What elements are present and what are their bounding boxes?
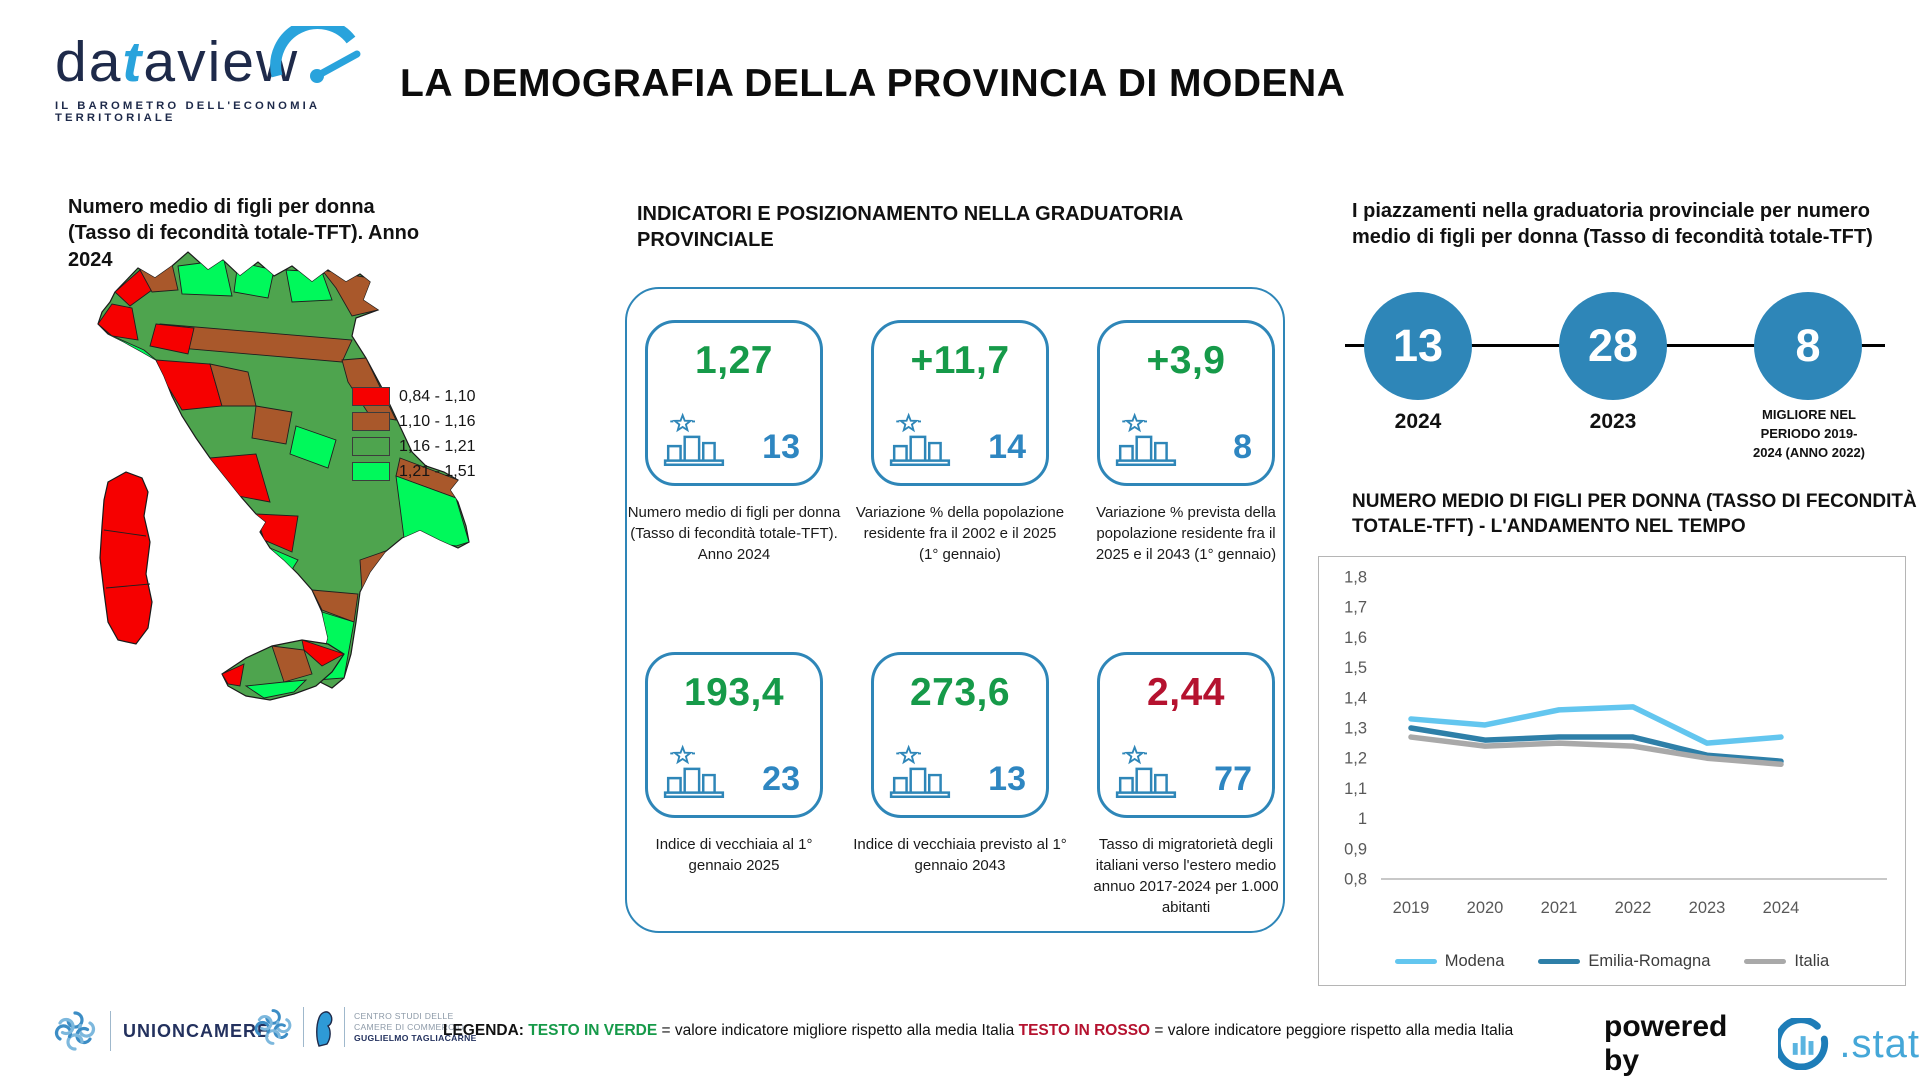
legend-line-swatch [1744,959,1786,964]
podium-star-icon [662,411,728,471]
svg-text:0,8: 0,8 [1344,870,1367,889]
indicator-card [1097,320,1275,486]
podium-star-icon [888,743,954,803]
svg-text:1: 1 [1357,810,1367,829]
svg-text:1,7: 1,7 [1344,598,1367,617]
indicator-rank: 77 [1214,760,1252,798]
indicator-value: +11,7 [910,339,1010,382]
indicator-card [871,652,1049,818]
powered-by [1604,1010,1920,1078]
tagliacarne-mark-icon [313,1006,335,1048]
legend-label: 1,21 - 1,51 [399,462,476,480]
legend-item-modena [1395,952,1505,971]
rank-label: 2024 [1394,410,1442,433]
indicator-card [645,652,823,818]
indicator-caption: Variazione % della popolazione residente fra il 2002 e il 2025 (1° gennaio) [855,504,1065,563]
legend-swatch-brown [352,412,390,431]
unioncamere-logo [52,1008,270,1054]
map-section-title: Numero medio di figli per donna (Tasso di fecondità totale-TFT). Anno 2024 [68,196,420,271]
map-legend-row [352,462,476,481]
legend-red-desc: = valore indicatore peggiore rispetto alla media Italia [1154,1022,1514,1039]
rank-label: MIGLIORE NEL PERIODO 2019-2024 (ANNO 2022) [1753,407,1865,460]
svg-text:1,1: 1,1 [1344,779,1367,798]
legend-prefix: LEGENDA: [443,1022,524,1039]
unioncamere-knot-icon [52,1008,98,1054]
trend-chart [1318,556,1906,986]
legend-item-emilia-romagna [1538,952,1710,971]
legend-label: 0,84 - 1,10 [399,387,476,405]
svg-text:1,2: 1,2 [1344,749,1367,768]
map-legend-row [352,387,476,406]
rank-label: 2023 [1589,410,1637,433]
tagliacarne-knot-icon [252,1006,294,1048]
legend-green-desc: = valore indicatore migliore rispetto alla media Italia [661,1022,1015,1039]
color-legend-text [443,1022,1513,1040]
legend-label: 1,16 - 1,21 [399,437,476,455]
indicator-rank: 23 [762,760,800,798]
svg-text:2019: 2019 [1392,899,1430,917]
indicator-value: 193,4 [683,671,785,714]
indicators-section-title: INDICATORI E POSIZIONAMENTO NELLA GRADUATORIA PROVINCIALE [637,203,1183,252]
indicator-rank: 13 [988,760,1026,798]
page-title: LA DEMOGRAFIA DELLA PROVINCIA DI MODENA [400,62,1346,105]
legend-series-label: Italia [1794,952,1830,970]
rank-circle-2023 [1559,292,1667,400]
stat-logo-label: .stat [1839,1021,1920,1066]
svg-text:1,5: 1,5 [1344,659,1367,678]
svg-text:0,9: 0,9 [1344,840,1367,859]
svg-text:2022: 2022 [1614,899,1652,917]
legend-series-label: Modena [1444,952,1505,970]
podium-star-icon [1114,743,1180,803]
legend-line-swatch [1538,959,1580,964]
indicator-card [871,320,1049,486]
rank-circle-2024 [1364,292,1472,400]
indicator-value: +3,9 [1146,339,1226,382]
legend-green-term: TESTO IN VERDE [528,1022,658,1039]
stat-logo-icon [1778,1018,1829,1070]
tagliacarne-line: CENTRO STUDI DELLE [354,1011,454,1021]
svg-text:2023: 2023 [1688,899,1726,917]
svg-text:1,8: 1,8 [1344,568,1367,587]
legend-label: 1,10 - 1,16 [399,412,476,430]
rank-value: 28 [1587,320,1639,371]
divider [303,1007,304,1047]
svg-text:1,4: 1,4 [1344,689,1367,708]
map-legend-row [352,437,476,456]
legend-swatch-green [352,437,390,456]
divider [110,1011,111,1051]
indicator-caption: Numero medio di figli per donna (Tasso di fecondità totale-TFT). Anno 2024 [627,504,841,563]
legend-item-italia [1744,952,1829,971]
gauge-icon [267,26,367,84]
unioncamere-label: UNIONCAMERE [123,1020,271,1041]
divider [344,1007,345,1047]
podium-star-icon [888,411,954,471]
map-legend [352,387,476,481]
legend-red-term: TESTO IN ROSSO [1018,1022,1151,1039]
indicator-card [645,320,823,486]
logo-tagline: IL BAROMETRO DELL'ECONOMIA TERRITORIALE [55,100,320,124]
trend-chart-plot [1319,561,1905,943]
indicator-caption: Variazione % prevista della popolazione residente fra il 2025 e il 2043 (1° gennaio) [1095,504,1277,563]
powered-by-label: powered by [1604,1010,1728,1077]
legend-line-swatch [1395,959,1437,964]
svg-text:2024: 2024 [1762,899,1800,917]
trend-chart-legend [1319,952,1905,971]
trend-section-title: NUMERO MEDIO DI FIGLI PER DONNA (TASSO DI FECONDITÀ TOTALE-TFT) - L'ANDAMENTO NEL TEMPO [1352,491,1917,538]
tagliacarne-line: CAMERE DI COMMERCIO [354,1022,465,1032]
indicator-value: 2,44 [1147,671,1225,714]
svg-text:2020: 2020 [1466,899,1504,917]
indicator-value: 273,6 [909,671,1011,714]
podium-star-icon [1114,411,1180,471]
indicator-caption: Indice di vecchiaia previsto al 1° gennaio 2043 [853,836,1067,874]
indicator-value: 1,27 [695,339,773,382]
dataview-logo [55,30,395,124]
svg-text:1,3: 1,3 [1344,719,1367,738]
indicator-rank: 13 [762,428,800,466]
ranking-section-title: I piazzamenti nella graduatoria provinciale per numero medio di figli per donna (Tasso di fecondità totale-TFT) [1352,200,1873,249]
rank-value: 13 [1392,320,1444,371]
indicator-rank: 14 [988,428,1026,466]
rank-circle-best [1754,292,1862,400]
podium-star-icon [662,743,728,803]
indicator-caption: Tasso di migratorietà degli italiani verso l'estero medio annuo 2017-2024 per 1.000 abitanti [1093,836,1279,916]
legend-swatch-red [352,387,390,406]
map-legend-row [352,412,476,431]
svg-text:1,6: 1,6 [1344,628,1367,647]
dataview-logo-text: dataview [55,30,300,94]
indicator-rank: 8 [1233,428,1252,466]
legend-series-label: Emilia-Romagna [1588,952,1711,970]
rank-value: 8 [1795,320,1821,371]
legend-swatch-brightgreen [352,462,390,481]
tagliacarne-line: GUGLIELMO TAGLIACARNE [354,1033,477,1043]
indicator-card [1097,652,1275,818]
indicator-caption: Indice di vecchiaia al 1° gennaio 2025 [655,836,813,874]
svg-text:2021: 2021 [1540,899,1578,917]
